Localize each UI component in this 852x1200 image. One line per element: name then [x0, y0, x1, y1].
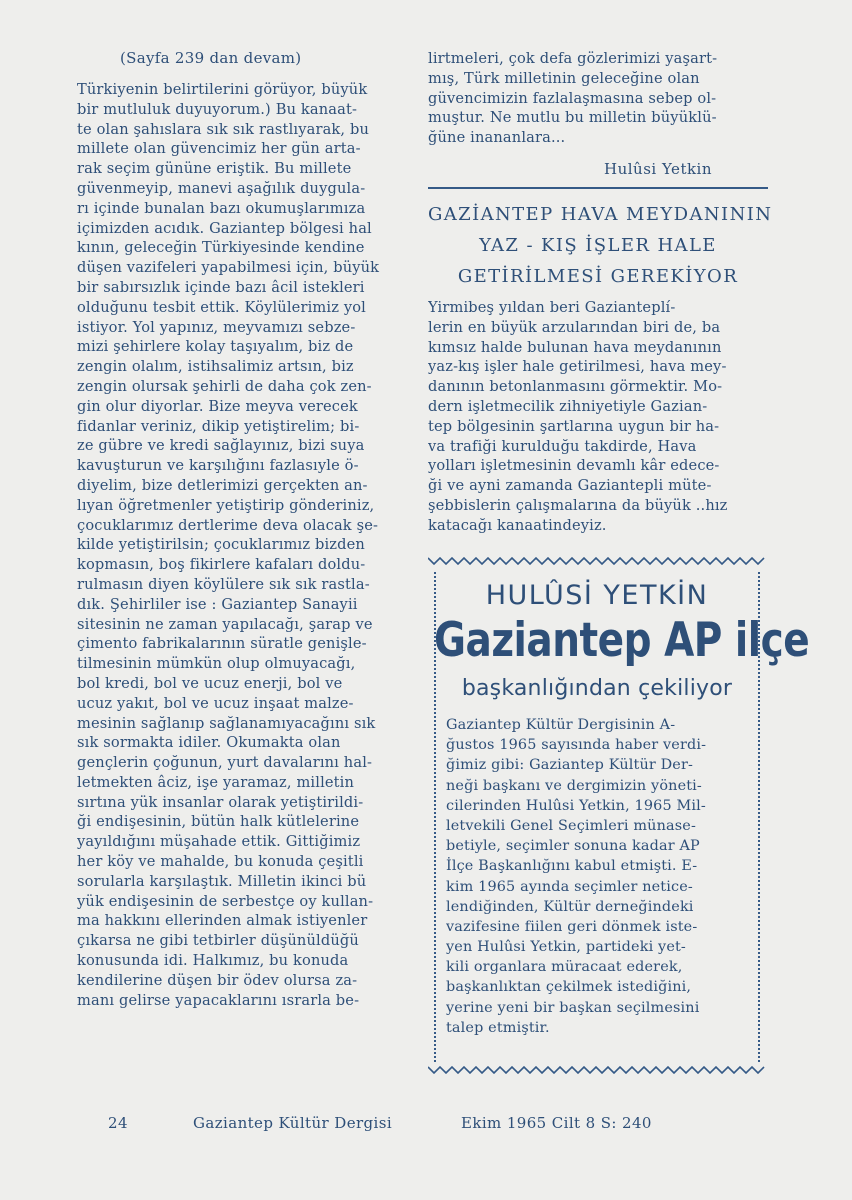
text-line: talep etmiştir.	[446, 1019, 550, 1036]
box-name-heading: HULÛSİ YETKİN	[485, 580, 709, 611]
text-line: mesinin sağlanıp sağlanamıyacağını sık	[77, 714, 376, 732]
zigzag-border-top	[428, 557, 768, 565]
box-subheading: başkanlığından çekiliyor	[461, 676, 733, 701]
text-line: yaz-kış işler hale getirilmesi, hava mey-	[428, 358, 727, 376]
text-line: ğimiz gibi: Gaziantep Kültür Der-	[446, 757, 694, 774]
headline-line-2: YAZ - KIŞ İŞLER HALE	[479, 235, 717, 256]
text-line: yerine yeni bir başkan seçilmesini	[446, 999, 700, 1016]
text-line: dern işletmecilik zihniyetiyle Gazian-	[428, 397, 708, 415]
text-line: fidanlar veriniz, dikip yetiştirelim; bi-	[77, 417, 360, 435]
text-line: ze gübre ve kredi sağlayınız, bizi suya	[77, 437, 365, 455]
text-line: yen Hulûsi Yetkin, partideki yet-	[446, 939, 686, 956]
text-line: bir sabırsızlık içinde bazı âcil istekleri	[77, 278, 365, 296]
text-line: Gaziantep Kültür Dergisinin A-	[446, 717, 676, 733]
author-signature: Hulûsi Yetkin	[604, 160, 713, 178]
text-line: dık. Şehirliler ise : Gaziantep Sanayii	[77, 595, 358, 613]
airport-article-text	[428, 298, 768, 536]
text-line: te olan şahıslara sık sık rastlıyarak, bu	[77, 120, 370, 138]
text-line: yolları işletmesinin devamlı kâr edece-	[428, 457, 720, 475]
issue-info: Ekim 1965 Cilt 8 S: 240	[461, 1114, 652, 1132]
text-line: ma hakkını ellerinden almak istiyenler	[77, 912, 368, 930]
text-line: yük endişesinin de serbestçe oy kullan-	[77, 892, 374, 910]
text-line: şebbislerin çalışmalarına da büyük ..hız	[428, 496, 728, 514]
text-line: çocuklarımız dertlerime deva olacak şe-	[77, 516, 379, 534]
text-line: kının, geleceğin Türkiyesinde kendine	[77, 239, 365, 257]
text-line: bir mutluluk duyuyorum.) Bu kanaat-	[77, 100, 358, 118]
text-line: güvenmeyip, manevi aşağılık duygula-	[77, 179, 366, 197]
text-line: kımsız halde bulunan hava meydanının	[428, 338, 722, 356]
text-line: letvekili Genel Seçimleri münase-	[446, 817, 696, 834]
text-line: ği endişesinin, bütün halk kütlelerine	[77, 813, 360, 831]
text-line: katacağı kanaatindeyiz.	[428, 516, 607, 534]
text-line: Türkiyenin belirtilerini görüyor, büyük	[77, 81, 368, 98]
headline-line-1: GAZİANTEP HAVA MEYDANININ	[428, 204, 773, 225]
text-line: sorularla karşılaştık. Milletin ikinci bü	[77, 872, 367, 890]
text-line: rak seçim gününe eriştik. Bu millete	[77, 160, 352, 178]
left-column-text	[77, 80, 421, 1010]
headline-line-3: GETİRİLMESİ GEREKİYOR	[457, 266, 739, 287]
text-line: rulmasın diyen köylülere sık sık rastla-	[77, 575, 370, 593]
text-line: ğüne inananlara...	[428, 129, 566, 147]
text-line: tep bölgesinin şartlarına uygun bir ha-	[428, 417, 720, 435]
box-body-text	[446, 715, 751, 1038]
text-line: diyelim, bize detlerimizi gerçekten an-	[77, 476, 368, 494]
text-line: vazifesine fiilen geri dönmek iste-	[446, 918, 698, 935]
text-line: lıyan öğretmenler yetiştirip gönderiniz,	[77, 496, 375, 514]
text-line: rı içinde bunalan bazı okumuşlarımıza	[77, 199, 366, 217]
text-line: konusunda idi. Halkımız, bu konuda	[77, 952, 349, 970]
text-line: letmekten âciz, işe yaramaz, milletin	[77, 773, 355, 791]
text-line: danının betonlanmasını görmektir. Mo-	[428, 378, 723, 396]
text-line: yayıldığını müşahade ettik. Gittiğimiz	[77, 833, 361, 851]
text-line: manı gelirse yapacaklarını ısrarla be-	[77, 991, 360, 1009]
text-line: ği ve ayni zamanda Gaziantepli müte-	[428, 477, 712, 495]
text-line: kili organlara müracaat ederek,	[446, 959, 683, 976]
text-line: gençlerin çoğunun, yurt davalarını hal-	[77, 754, 373, 772]
text-line: Yirmibeş yıldan beri Gazianteplí-	[428, 299, 676, 316]
text-line: sırtına yük insanlar olarak yetiştirildi-	[77, 793, 364, 811]
text-line: kopmasın, boş fikirlere kafaları doldu-	[77, 556, 366, 574]
text-line: başkanlıktan çekilmek istediğini,	[446, 979, 692, 996]
text-line: cilerinden Hulûsi Yetkin, 1965 Mil-	[446, 797, 706, 814]
text-line: çıkarsa ne gibi tetbirler düşünüldüğü	[77, 932, 359, 950]
text-line: gin olur diyorlar. Bize meyva verecek	[77, 397, 358, 415]
text-line: betiyle, seçimler sonuna kadar AP	[446, 838, 700, 855]
text-line: muştur. Ne mutlu bu milletin büyüklü-	[428, 109, 717, 127]
text-line: kilde yetiştirilsin; çocuklarımız bizden	[77, 536, 365, 554]
text-line: kendilerine düşen bir ödev olursa za-	[77, 971, 358, 989]
magazine-name: Gaziantep Kültür Dergisi	[193, 1114, 393, 1132]
text-line: kavuşturun ve karşılığını fazlasıyle ö-	[77, 457, 359, 475]
page-number: 24	[108, 1114, 128, 1132]
continuation-note: (Sayfa 239 dan devam)	[120, 49, 302, 67]
text-line: olduğunu tesbit ettik. Köylülerimiz yol	[77, 298, 366, 316]
text-line: mizi şehirlere kolay taşıyalım, biz de	[77, 338, 354, 356]
text-line: lirtmeleri, çok defa gözlerimizi yaşart-	[428, 50, 718, 67]
announcement-box	[434, 572, 810, 1062]
text-line: millete olan güvencimiz her gün arta-	[77, 140, 361, 158]
text-line: içimizden acıdık. Gaziantep bölgesi hal	[77, 219, 372, 237]
text-line: lerin en büyük arzularından biri de, ba	[428, 318, 721, 336]
text-line: sitesinin ne zaman yapılacağı, şarap ve	[77, 615, 373, 633]
text-line: mış, Türk milletinin geleceğine olan	[428, 69, 700, 87]
text-line: zengin olursak şehirli de daha çok zen-	[77, 377, 372, 395]
text-line: düşen vazifeleri yapabilmesi için, büyük	[77, 259, 380, 277]
text-line: her köy ve mahalde, bu konuda çeşitli	[77, 853, 364, 871]
text-line: güvencimizin fazlalaşmasına sebep ol-	[428, 89, 717, 107]
text-line: çimento fabrikalarının süratle genişle-	[77, 635, 367, 653]
text-line: istiyor. Yol yapınız, meyvamızı sebze-	[77, 318, 356, 336]
box-place-heading: Gaziantep AP ilçe	[434, 614, 810, 668]
article-ending-text	[428, 49, 768, 148]
text-line: sık sormakta idiler. Okumakta olan	[77, 734, 341, 752]
text-line: İlçe Başkanlığını kabul etmişti. E-	[446, 858, 698, 875]
text-line: kim 1965 ayında seçimler netice-	[446, 878, 693, 895]
text-line: ucuz yakıt, bol ve ucuz inşaat malze-	[77, 694, 354, 712]
text-line: neği başkanı ve dergimizin yöneti-	[446, 777, 702, 794]
text-line: va trafiği kurulduğu takdirde, Hava	[428, 437, 697, 455]
text-line: ğustos 1965 sayısında haber verdi-	[446, 737, 707, 754]
text-line: tilmesinin mümkün olup olmuyacağı,	[77, 655, 356, 673]
zigzag-border-bottom	[428, 1066, 768, 1074]
section-divider	[428, 187, 768, 189]
text-line: lendiğinden, Kültür derneğindeki	[446, 898, 694, 915]
text-line: bol kredi, bol ve ucuz enerji, bol ve	[77, 674, 343, 692]
text-line: zengin olalım, istihsalimiz artsın, biz	[77, 358, 354, 376]
